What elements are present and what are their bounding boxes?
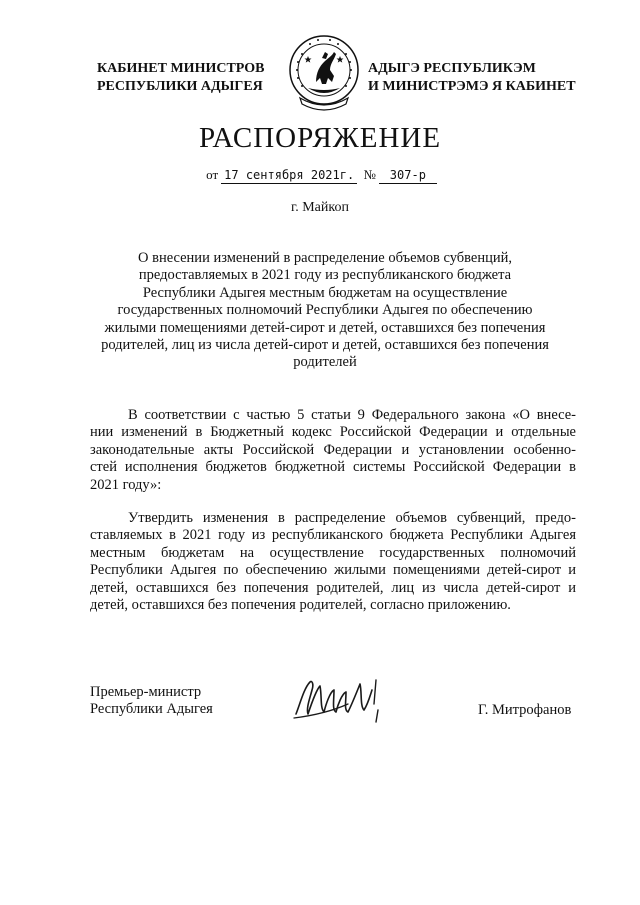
document-number: 307-р — [379, 168, 437, 184]
header-right-line-2: И МИНИСТРЭМЭ Я КАБИНЕТ — [368, 79, 576, 94]
subject-line: жилыми помещениями детей-сирот и детей, оставшихся без попечения — [104, 319, 546, 336]
subject-line: Республики Адыгея местным бюджетам на осуществление — [142, 284, 508, 301]
header-right-line-1: АДЫГЭ РЕСПУБЛИКЭМ — [368, 61, 536, 76]
paragraph-line: В соответствии с частью 5 статьи 9 Федерального закона «О внесе- — [128, 407, 576, 423]
paragraph-line: стей исполнения бюджетов бюджетной системы Российской Федерации в — [90, 459, 576, 476]
paragraph-line: Утвердить изменения в распределение объемов субвенций, предо- — [128, 510, 576, 526]
handwritten-signature-icon — [290, 674, 400, 726]
signatory-position — [90, 684, 213, 719]
paragraph-line: законодательные акты Российской Федерации и установлении особенно- — [90, 441, 576, 458]
subject-line: родителей, лиц из числа детей-сирот и детей, оставшихся без попечения — [101, 337, 549, 354]
resolution-paragraph — [90, 510, 576, 614]
paragraph-line: детей, оставшихся без попечения родителей, лиц из числа детей-сирот и — [90, 579, 576, 596]
header-right-issuer — [368, 60, 598, 96]
number-label: № — [363, 167, 376, 182]
paragraph-line: детей, оставшихся без попечения родителей, согласно приложению. — [90, 597, 511, 614]
paragraph-line: местным бюджетам на осуществление государственных полномочий — [90, 544, 576, 561]
subject-line: О внесении изменений в распределение объемов субвенций, — [138, 250, 512, 266]
paragraph-line: 2021 году»: — [90, 476, 162, 493]
date-number-line — [0, 167, 640, 184]
subject-line: родителей — [293, 354, 357, 371]
signatory-position-line-2: Республики Адыгея — [90, 701, 213, 718]
signatory-name: Г. Митрофанов — [478, 702, 572, 718]
paragraph-line: Республики Адыгея по обеспечению жилыми помещениями детей-сирот и — [90, 562, 576, 579]
paragraph-line: ставляемых в 2021 году из республиканского бюджета Республики Адыгея — [90, 527, 576, 544]
document-subject — [90, 250, 560, 372]
header-left-issuer — [97, 60, 282, 96]
preamble-paragraph — [90, 407, 576, 494]
subject-line: предоставляемых в 2021 году из республиканского бюджета — [138, 267, 512, 284]
paragraph-line: нии изменений в Бюджетный кодекс Российской Федерации и отдельные — [90, 424, 576, 441]
header-left-line-2: РЕСПУБЛИКИ АДЫГЕЯ — [97, 79, 263, 94]
document-title: РАСПОРЯЖЕНИЕ — [198, 122, 442, 154]
header-left-line-1: КАБИНЕТ МИНИСТРОВ — [97, 61, 265, 76]
subject-line: государственных полномочий Республики Адыгея по обеспечению — [117, 302, 533, 319]
signatory-position-line-1: Премьер-министр — [90, 684, 202, 700]
document-date: 17 сентября 2021г. — [221, 168, 357, 184]
republic-coat-of-arms-icon — [286, 32, 362, 112]
city-of-issue: г. Майкоп — [291, 200, 349, 215]
date-from-label: от — [206, 167, 219, 182]
